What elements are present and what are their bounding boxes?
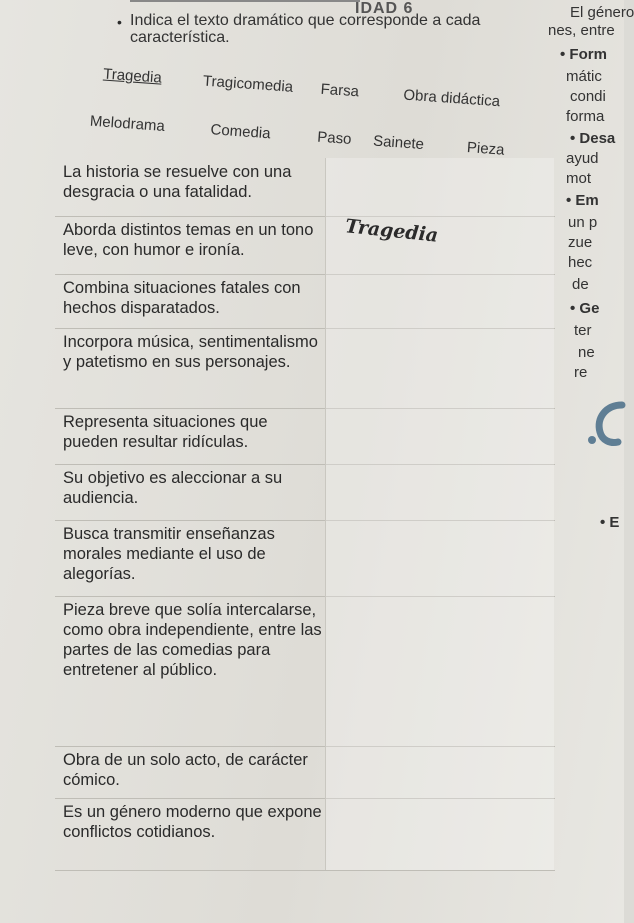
right-column-line: forma — [566, 108, 605, 125]
answer-cell[interactable] — [325, 408, 554, 464]
characteristic-text: Su objetivo es aleccionar a su audiencia. — [63, 469, 283, 507]
characteristic-text: La historia se resuelve con una desgracia o una fatalidad. — [63, 163, 292, 201]
answer-cell[interactable] — [325, 798, 554, 870]
header-rule — [130, 0, 360, 2]
answer-cell[interactable] — [325, 274, 554, 328]
right-column-line: ne — [578, 344, 595, 361]
right-column-line: hec — [568, 254, 593, 271]
word-bank-item: Pieza — [466, 139, 506, 159]
answer-cell[interactable] — [325, 520, 554, 596]
right-column-line: un p — [568, 214, 598, 231]
table-row — [55, 520, 555, 597]
right-column-line: El género — [570, 4, 634, 21]
right-column-line: zue — [568, 234, 593, 251]
table-row — [55, 746, 555, 799]
answer-cell[interactable] — [325, 464, 554, 520]
characteristic-text: Obra de un solo acto, de carácter cómico. — [63, 751, 308, 789]
right-column-line: nes, entre — [548, 22, 615, 39]
handwritten-answer: Tragedia — [344, 215, 440, 247]
right-column-line: mátic — [566, 68, 602, 85]
instruction-bullet: • — [117, 14, 122, 30]
word-bank-item: Comedia — [210, 121, 272, 143]
answer-cell[interactable] — [325, 328, 554, 408]
right-column-line: mot — [566, 170, 592, 187]
answer-cell[interactable] — [325, 746, 554, 798]
answer-cell[interactable] — [325, 158, 554, 216]
right-column-line: • Form — [560, 46, 607, 63]
word-bank-item: Paso — [316, 128, 353, 148]
unit-label: IDAD 6 — [355, 0, 414, 17]
table-row — [55, 328, 555, 409]
table-row — [55, 158, 555, 217]
right-column-line: condi — [570, 88, 606, 105]
table-row — [55, 596, 555, 747]
word-bank-item: Sainete — [372, 132, 425, 154]
word-bank-item: Tragedia — [102, 65, 163, 87]
right-column-line: re — [574, 364, 588, 381]
answer-cell[interactable] — [325, 596, 554, 746]
characteristic-text: Es un género moderno que expone conflictos cotidianos. — [63, 803, 322, 841]
characteristic-text: Representa situaciones que pueden resultar ridículas. — [63, 413, 268, 451]
table-row — [55, 798, 555, 871]
table-row — [55, 216, 555, 275]
right-column-line: • Ge — [570, 300, 600, 317]
characteristic-text: Incorpora música, sentimentalismo y patetismo en sus personajes. — [63, 333, 318, 371]
right-column-line: • Em — [566, 192, 599, 209]
characteristic-text: Busca transmitir enseñanzas morales mediante el uso de alegorías. — [63, 525, 275, 583]
right-column-line: • E — [600, 514, 620, 531]
word-bank-item: Farsa — [320, 80, 360, 101]
characteristic-text: Pieza breve que solía intercalarse, como obra independiente, entre las partes de las comedias para entretener al público. — [63, 601, 322, 679]
instruction-text: Indica el texto dramático que corresponde a cada característica. — [130, 12, 481, 46]
characteristics-table — [55, 158, 565, 923]
word-bank-item: Tragicomedia — [202, 72, 294, 96]
right-column-line: ter — [574, 322, 592, 339]
word-bank-item: Melodrama — [89, 112, 166, 135]
table-row — [55, 274, 555, 329]
table-row — [55, 464, 555, 521]
characteristic-text: Aborda distintos temas en un tono leve, con humor e ironía. — [63, 221, 314, 259]
characteristic-text: Combina situaciones fatales con hechos disparatados. — [63, 279, 301, 317]
right-column-line: de — [572, 276, 589, 293]
right-column-line: ayud — [566, 150, 599, 167]
right-column-line: • Desa — [570, 130, 616, 147]
decorative-swirl — [584, 400, 624, 455]
table-row — [55, 408, 555, 465]
word-bank-item: Obra didáctica — [402, 86, 501, 111]
